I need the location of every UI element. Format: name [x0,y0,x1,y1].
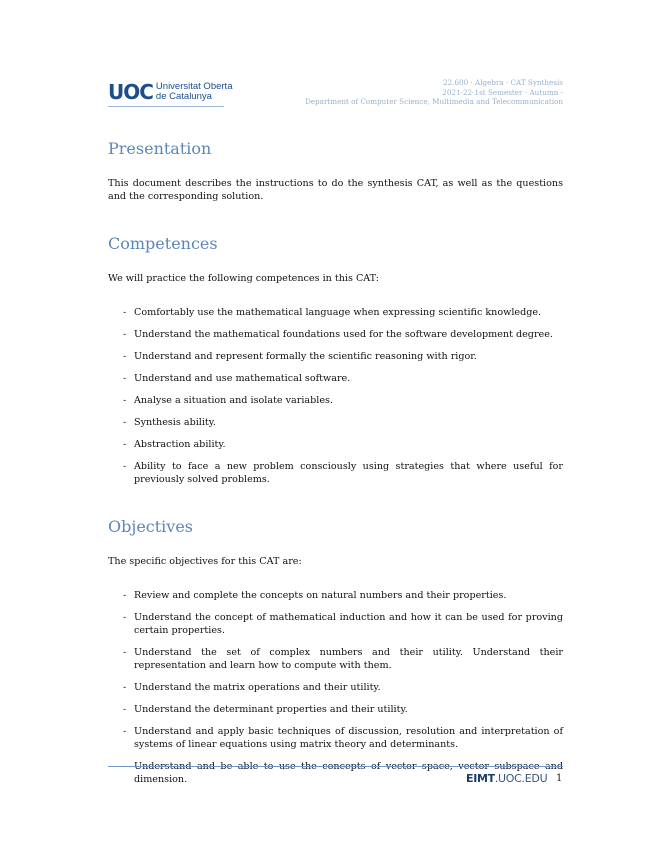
objectives-list [108,589,563,786]
list-item: - Understand the determinant properties and their utility. [123,703,563,716]
competences-list [108,306,563,486]
footer-rule [108,766,563,767]
list-item: - Understand the set of complex numbers and their utility. Understand their representation and learn how to compute with them. [123,646,563,672]
list-item: - Synthesis ability. [123,416,563,429]
objectives-section [108,516,563,786]
list-item: - Comfortably use the mathematical language when expressing scientific knowledge. [123,306,563,319]
presentation-heading: Presentation [108,139,212,158]
page-header [108,78,563,114]
presentation-text: This document describes the instructions to do the synthesis CAT, as well as the questions and the corresponding solution. [108,178,563,202]
header-info [305,78,563,107]
list-item: - Abstraction ability. [123,438,563,451]
logo-mark: UOC [108,80,153,104]
footer-brand-bold: EIMT [466,772,495,785]
list-item: - Understand the matrix operations and their utility. [123,681,563,694]
competences-intro: We will practice the following competences in this CAT: [108,273,379,284]
logo-line-2: de Catalunya [155,91,212,102]
list-item: - Review and complete the concepts on natural numbers and their properties. [123,589,563,602]
competences-heading: Competences [108,234,218,253]
logo-underline [108,106,224,107]
page-number: 1 [556,773,563,784]
semester-line: 2021-22-1st Semester - Autumn - [442,87,563,97]
uoc-logo [108,80,232,104]
list-item: - Understand and use mathematical software. [123,372,563,385]
page-content [108,138,563,795]
list-item: - Understand the mathematical foundations used for the software development degree. [123,328,563,341]
list-item: - Understand the concept of mathematical induction and how it can be used for proving certain properties. [123,611,563,637]
list-item: - Understand and apply basic techniques of discussion, resolution and interpretation of systems of linear equations using matrix theory and determinants. [123,725,563,751]
list-item: - dimension. [123,760,563,786]
logo-text [156,82,233,102]
footer-brand [466,772,547,785]
list-item: - Understand and represent formally the scientific reasoning with rigor. [123,350,563,363]
department-line: Department of Computer Science, Multimedia and Telecommunication [305,97,563,106]
competences-section [108,233,563,486]
objectives-heading: Objectives [108,517,194,536]
footer-brand-rest: .UOC.EDU [494,772,548,785]
objectives-intro: The specific objectives for this CAT are: [108,556,302,567]
list-item: - Analyse a situation and isolate variables. [123,394,563,407]
course-line: 22.600 · Algebra · CAT Synthesis [443,78,563,87]
presentation-section [108,138,563,203]
logo-line-1: Universitat Oberta [155,81,233,92]
list-item: - Ability to face a new problem consciously using strategies that where useful for previously solved problems. [123,460,563,486]
